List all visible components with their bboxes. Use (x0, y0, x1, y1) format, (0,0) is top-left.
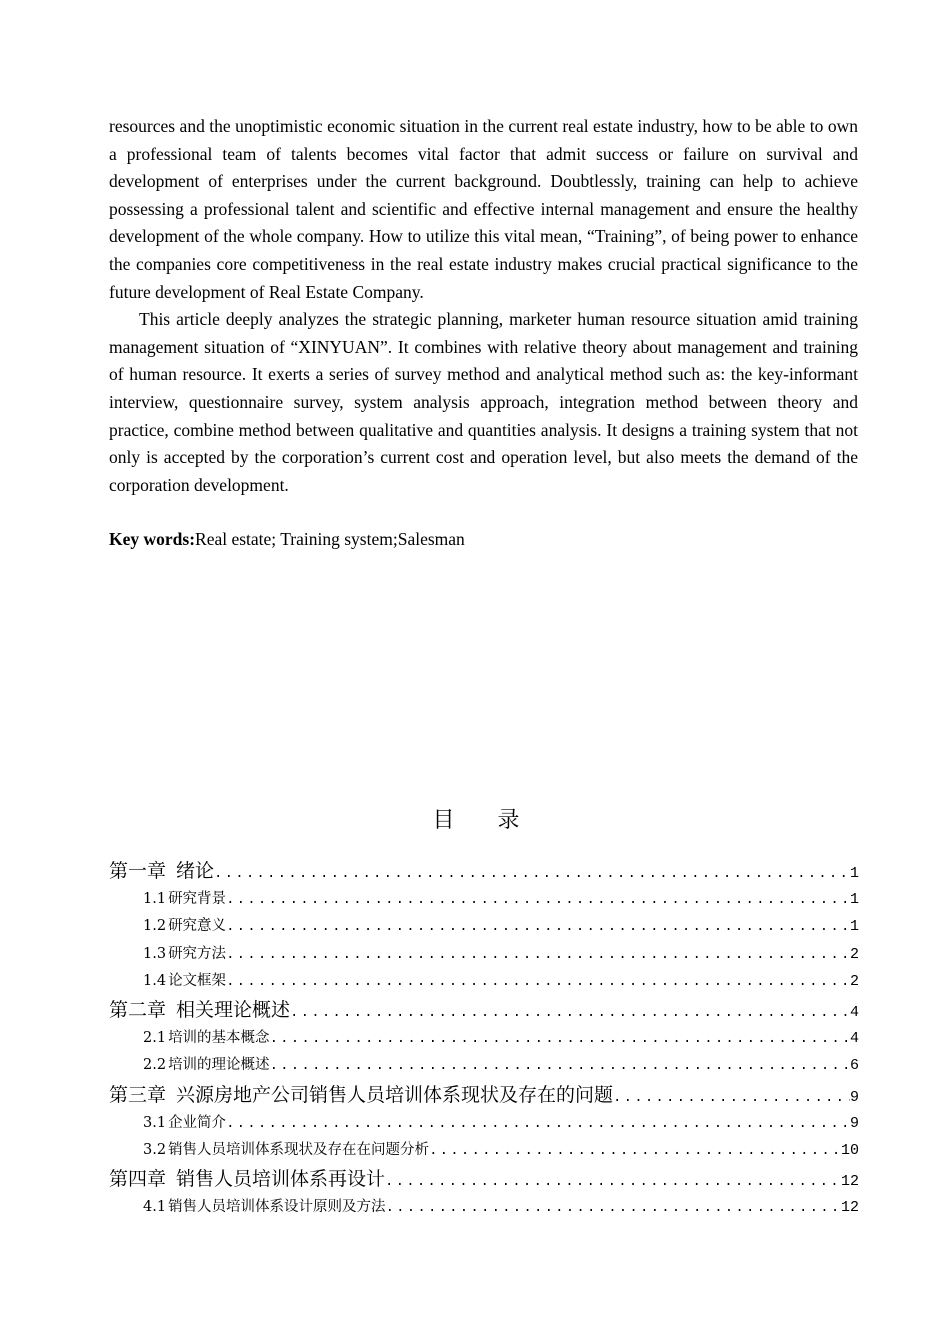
toc-page-number: 2 (849, 972, 859, 990)
toc-dot-leader (226, 887, 850, 913)
toc-entry-number: 1.1 (143, 891, 167, 907)
toc-entry-title: 绪论 (176, 860, 215, 882)
keywords-value: Real estate; Training system;Salesman (195, 529, 465, 549)
toc-page-number: 1 (849, 918, 859, 936)
toc-entry-title: 培训的理论概述 (168, 1057, 270, 1074)
toc-page-number: 1 (849, 891, 859, 908)
toc-section-entry[interactable] (109, 941, 859, 968)
toc-entry-label (143, 886, 226, 913)
toc-chapter-entry[interactable] (109, 1080, 859, 1110)
toc-entry-title: 兴源房地产公司销售人员培训体系现状及存在的问题 (176, 1083, 614, 1106)
toc-entry-label (143, 941, 226, 968)
toc-entry-label (143, 1052, 270, 1079)
toc-page-number: 9 (849, 1088, 859, 1106)
toc-section-entry[interactable] (109, 1110, 859, 1137)
toc-dot-leader (386, 1195, 841, 1221)
toc-title: 目 录 (432, 808, 538, 833)
toc-entry-number: 1.4 (143, 972, 167, 989)
toc-entry-title: 研究意义 (168, 918, 227, 935)
abstract-paragraph-1: resources and the unoptimistic economic situation in the current real estate industry, how to be able to own a professional team of talents becomes vital factor that admit success or failure on survival and development of enterprises under the current background. Doubtlessly, training can help to achieve possessing a professional talent and scientific and effective internal management and ensure the healthy development of the whole company. How to utilize this vital mean, “Training”, of being power to enhance the companies core competitiveness in the real estate industry makes crucial practical significance to the future development of Real Estate Company. (109, 116, 858, 302)
toc-entry-title: 销售人员培训体系设计原则及方法 (168, 1199, 386, 1216)
toc-chapter-entry[interactable] (109, 1164, 859, 1194)
toc-dot-leader (270, 1026, 850, 1052)
toc-entry-title: 研究背景 (168, 891, 227, 907)
toc-dot-leader (226, 969, 850, 995)
toc-entry-title: 研究方法 (168, 945, 227, 962)
toc-section-entry[interactable] (109, 1025, 859, 1052)
toc-page-number: 4 (849, 1030, 859, 1048)
abstract-body (109, 113, 858, 499)
toc-entry-label (143, 1137, 429, 1164)
toc-entry-number: 3.2 (143, 1142, 167, 1159)
table-of-contents (109, 856, 859, 1222)
toc-entry-title: 论文框架 (168, 972, 227, 989)
toc-section-entry[interactable] (109, 1052, 859, 1079)
toc-entry-title: 销售人员培训体系现状及存在在问题分析 (168, 1142, 430, 1159)
toc-section-entry[interactable] (109, 968, 859, 995)
toc-entry-label (109, 1164, 385, 1194)
toc-dot-leader (613, 1083, 850, 1110)
toc-section-entry[interactable] (109, 886, 859, 913)
toc-dot-leader (385, 1167, 841, 1194)
toc-entry-title: 销售人员培训体系再设计 (176, 1168, 386, 1191)
toc-entry-label (109, 995, 290, 1025)
toc-dot-leader (226, 942, 850, 968)
toc-page-number: 2 (849, 945, 859, 963)
toc-entry-number: 第一章 (109, 860, 167, 882)
toc-dot-leader (270, 1053, 850, 1079)
toc-dot-leader (226, 914, 850, 940)
toc-entry-label (109, 1080, 613, 1110)
abstract-paragraph-2: This article deeply analyzes the strategic planning, marketer human resource situation amid training management situation of “XINYUAN”. It combines with relative theory about management and training of human resource. It exerts a series of survey method and analytical method such as: the key-informant interview, questionnaire survey, system analysis approach, integration method between theory and practice, combine method between qualitative and quantities analysis. It designs a training system that not only is accepted by the corporation’s current cost and operation level, but also meets the demand of the corporation development. (109, 309, 858, 495)
toc-section-entry[interactable] (109, 1137, 859, 1164)
toc-section-entry[interactable] (109, 913, 859, 940)
toc-entry-title: 培训的基本概念 (168, 1030, 270, 1047)
toc-entry-number: 2.1 (143, 1030, 167, 1047)
toc-dot-leader (429, 1138, 841, 1164)
toc-entry-number: 4.1 (143, 1199, 167, 1216)
toc-entry-number: 3.1 (143, 1114, 167, 1131)
toc-page-number: 4 (849, 1004, 859, 1022)
toc-dot-leader (226, 1111, 850, 1137)
toc-entry-number: 第三章 (109, 1083, 167, 1106)
toc-entry-label (143, 1025, 270, 1052)
toc-page-number: 6 (849, 1057, 859, 1075)
toc-dot-leader (290, 998, 850, 1025)
toc-chapter-entry[interactable] (109, 856, 859, 886)
toc-entry-label (143, 913, 226, 940)
toc-entry-number: 第二章 (109, 999, 167, 1022)
keywords-label: Key words: (109, 529, 196, 549)
toc-section-entry[interactable] (109, 1194, 859, 1221)
toc-entry-number: 1.2 (143, 918, 167, 935)
toc-entry-number: 1.3 (143, 945, 167, 962)
toc-entry-label (143, 1110, 226, 1137)
toc-entry-title: 企业简介 (168, 1114, 227, 1131)
toc-entry-number: 2.2 (143, 1057, 167, 1074)
toc-page-number: 1 (849, 865, 859, 882)
toc-entry-title: 相关理论概述 (176, 999, 291, 1022)
keywords-line (109, 526, 465, 553)
toc-page-number: 12 (840, 1199, 859, 1217)
toc-entry-label (143, 1194, 386, 1221)
toc-page-number: 12 (840, 1173, 859, 1191)
toc-entry-label (143, 968, 226, 995)
toc-page-number: 9 (849, 1114, 859, 1132)
toc-dot-leader (214, 859, 850, 886)
toc-page-number: 10 (840, 1142, 859, 1160)
toc-entry-number: 第四章 (109, 1168, 167, 1191)
toc-chapter-entry[interactable] (109, 995, 859, 1025)
toc-entry-label (109, 856, 214, 886)
